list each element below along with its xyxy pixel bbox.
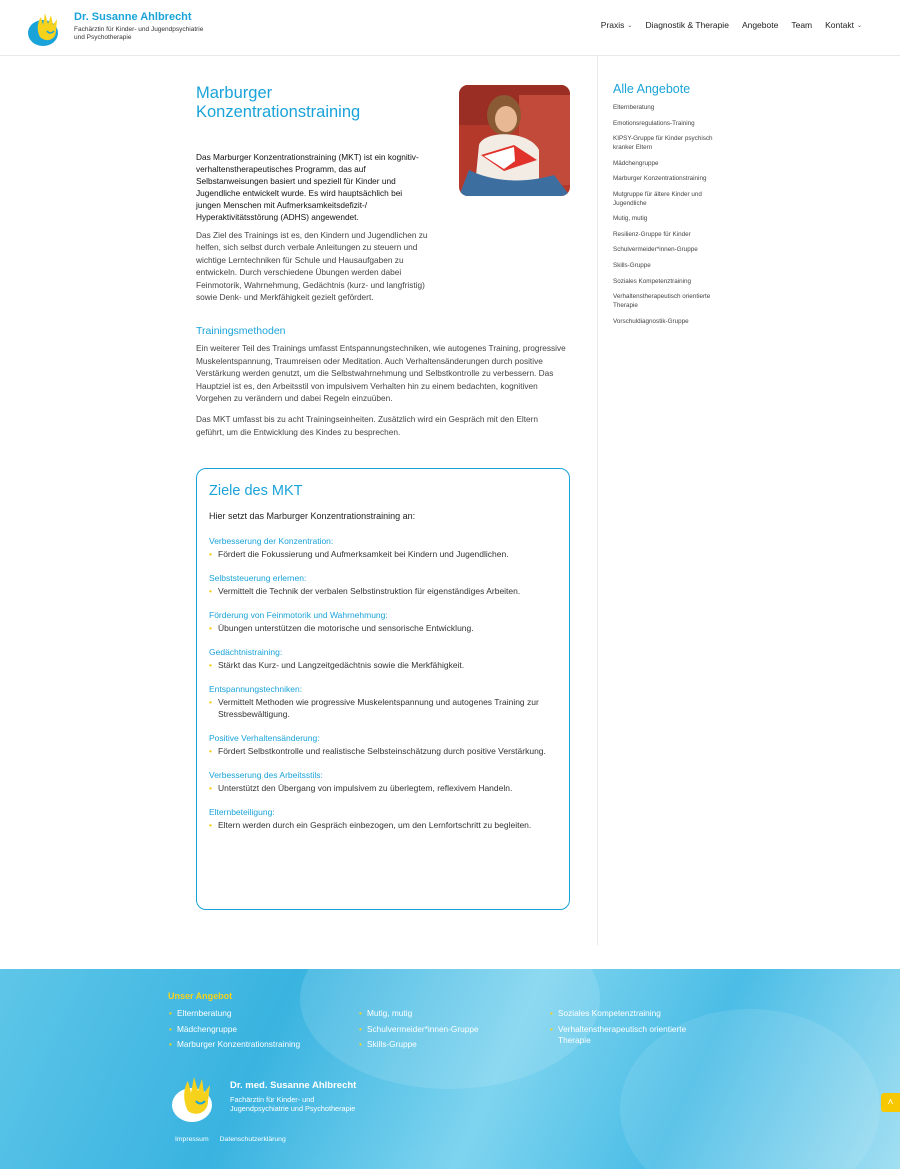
goal-heading: Förderung von Feinmotorik und Wahrnehmung: [209,610,388,620]
goals-title: Ziele des MKT [209,483,303,499]
sidebar-item-resilienz[interactable]: Resilienz-Gruppe für Kinder [613,230,691,238]
footer-link[interactable]: • Mutig, mutig [359,1008,529,1019]
paragraph: Das MKT umfasst bis zu acht Trainingseinheiten. Zusätzlich wird ein Gespräch mit den Eltern geführt, um die Entwicklung des Kindes zu besprechen. [196,414,539,437]
hand-logo-icon [168,1069,224,1125]
goal-item [209,609,559,634]
nav-kontakt[interactable] [825,20,862,30]
sidebar-item-emotionsregulation[interactable]: Emotionsregulations-Training [613,119,695,127]
goal-text: • Fördert Selbstkontrolle und realistische Selbsteinschätzung durch positive Verstärkung. [209,745,559,757]
nav-angebote[interactable] [742,20,778,30]
sidebar-item-mutig[interactable]: Mutig, mutig [613,215,648,223]
sidebar-item-maedchengruppe[interactable]: Mädchengruppe [613,159,659,167]
footer-subtitle: Fachärztin für Kinder- und Jugendpsychiatrie und Psychotherapie [230,1095,356,1113]
footer-column [550,1008,720,1050]
goal-item [209,646,559,671]
goal-heading: Selbststeuerung erlernen: [209,573,307,583]
goal-heading: Elternbeteiligung: [209,807,275,817]
footer-link[interactable]: • Marburger Konzentrationstraining [169,1039,339,1050]
sidebar-title: Alle Angebote [613,82,691,96]
page-title: Marburger Konzentrationstraining [196,84,361,121]
hand-logo-icon[interactable] [26,7,68,49]
footer-link[interactable]: • Verhaltenstherapeutisch orientierte Therapie [550,1024,720,1046]
nav-label: Praxis [600,20,625,30]
hero-image [459,85,570,196]
goal-text: • Übungen unterstützen die motorische und sensorische Entwicklung. [209,622,559,634]
sidebar-item-elternberatung[interactable]: Elternberatung [613,104,655,111]
footer-link[interactable]: • Schulvermeider*innen-Gruppe [359,1024,529,1035]
goal-text: • Vermittelt Methoden wie progressive Muskelentspannung und autogenes Training zur Stressbewältigung. [209,696,559,720]
paragraph: Das Ziel des Trainings ist es, den Kindern und Jugendlichen zu helfen, sich selbst durch verbale Anleitungen zu steuern und wichtige Lerntechniken für Schule und Hausaufgaben zu entwickeln. Durch verschiedene Übungen werden dabei Feinmotorik, Wahrnehmung, Gedächtnis (kurz- und langfristig) sowie Denk- und Merkfähigkeit gezielt gefördert. [196,230,428,303]
nav-praxis[interactable] [601,20,633,30]
main-nav [601,20,862,30]
goals-box [196,468,570,910]
goal-item [209,683,559,720]
impressum-link[interactable]: Impressum [175,1136,209,1143]
goal-text: • Eltern werden durch ein Gespräch einbezogen, um den Lernfortschritt zu begleiten. [209,819,559,831]
brand-subtitle: Fachärztin für Kinder- und Jugendpsychiatrie und Psychotherapie [74,26,204,41]
chevron-down-icon: ⌄ [627,22,633,29]
section-heading: Trainingsmethoden [196,325,286,338]
sidebar-list [613,104,713,333]
chevron-down-icon: ⌄ [856,22,862,29]
goal-item [209,535,559,560]
paragraph: Ein weiterer Teil des Trainings umfasst Entspannungstechniken, wie autogenes Training, progressive Muskelentspannung, Traumreisen oder Meditation. Auch Verhaltensänderungen durch positive Verstärkung werden genutzt, um die Selbstwahrnehmung und Selbstkontrolle zu verbessern. Das Hauptziel ist es, den Arbeitsstil von impulsivem Verhalten hin zu einem bedachten, kognitiven Vorgehen zu verändern und dabei Regeln einzuüben. [196,343,566,404]
footer-column [169,1008,339,1055]
nav-diagnostik[interactable] [645,20,728,30]
nav-label: Kontakt [825,20,854,30]
goal-text: • Vermittelt die Technik der verbalen Selbstinstruktion für eigenständiges Arbeiten. [209,585,559,597]
nav-label: Team [791,20,813,30]
goal-text: • Unterstützt den Übergang von impulsivem zu überlegtem, reflexivem Handeln. [209,782,559,794]
sidebar [597,55,728,945]
goal-item [209,732,559,757]
goal-item [209,572,559,597]
footer-title: Unser Angebot [168,991,233,1001]
intro-text: Das Marburger Konzentrationstraining (MKT) ist ein kognitiv-verhaltenstherapeutisches Programm, das auf Selbstanweisungen basiert und speziell für Kinder und Jugendliche entwickelt wurde. Es wird hauptsächlich bei jungen Menschen mit Aufmerksamkeitsdefizit-/ Hyperaktivitätsstörung (ADHS) angewendet. [196,152,419,222]
footer-column [359,1008,529,1055]
sidebar-item-kipsy[interactable]: KIPSY-Gruppe für Kinder psychisch kranker Eltern [613,135,713,151]
goal-heading: Verbesserung des Arbeitsstils: [209,770,323,780]
brand-name: Dr. Susanne Ahlbrecht [74,11,192,23]
goal-heading: Positive Verhaltensänderung: [209,733,320,743]
chevron-up-icon[interactable]: ˄ [881,1093,900,1112]
sidebar-item-skills[interactable]: Skills-Gruppe [613,261,651,269]
sidebar-item-mkt[interactable]: Marburger Konzentrationstraining [613,175,707,183]
sidebar-item-vorschuldiagnostik[interactable]: Vorschuldiagnostik-Gruppe [613,317,689,325]
nav-team[interactable] [791,20,812,30]
goal-heading: Verbesserung der Konzentration: [209,536,334,546]
footer-link[interactable]: • Mädchengruppe [169,1024,339,1035]
footer-link[interactable]: • Elternberatung [169,1008,339,1019]
footer-link[interactable]: • Skills-Gruppe [359,1039,529,1050]
site-header [0,0,900,56]
footer-name: Dr. med. Susanne Ahlbrecht [230,1080,357,1091]
sidebar-item-schulvermeider[interactable]: Schulvermeider*innen-Gruppe [613,246,698,254]
goal-item [209,806,559,831]
footer-link[interactable]: • Soziales Kompetenztraining [550,1008,720,1019]
nav-label: Angebote [741,20,779,30]
sidebar-item-soziales[interactable]: Soziales Kompetenztraining [613,277,692,285]
goal-text: • Fördert die Fokussierung und Aufmerksamkeit bei Kindern und Jugendlichen. [209,548,559,560]
goal-heading: Entspannungstechniken: [209,684,303,694]
footer-legal-links [175,1136,286,1143]
nav-label: Diagnostik & Therapie [645,20,729,30]
sidebar-item-mutgruppe[interactable]: Mutgruppe für ältere Kinder und Jugendliche [613,190,702,207]
goal-item [209,769,559,794]
site-footer [0,969,900,1169]
brand[interactable] [74,11,214,42]
goal-text: • Stärkt das Kurz- und Langzeitgedächtnis sowie die Merkfähigkeit. [209,659,559,671]
goals-subtitle: Hier setzt das Marburger Konzentrationstraining an: [209,511,416,521]
sidebar-item-verhaltenstherapie[interactable]: Verhaltenstherapeutisch orientierte Therapie [613,293,711,309]
goal-heading: Gedächtnistraining: [209,647,283,657]
goals-list [209,535,559,843]
datenschutz-link[interactable]: Datenschutzerklärung [219,1136,286,1143]
